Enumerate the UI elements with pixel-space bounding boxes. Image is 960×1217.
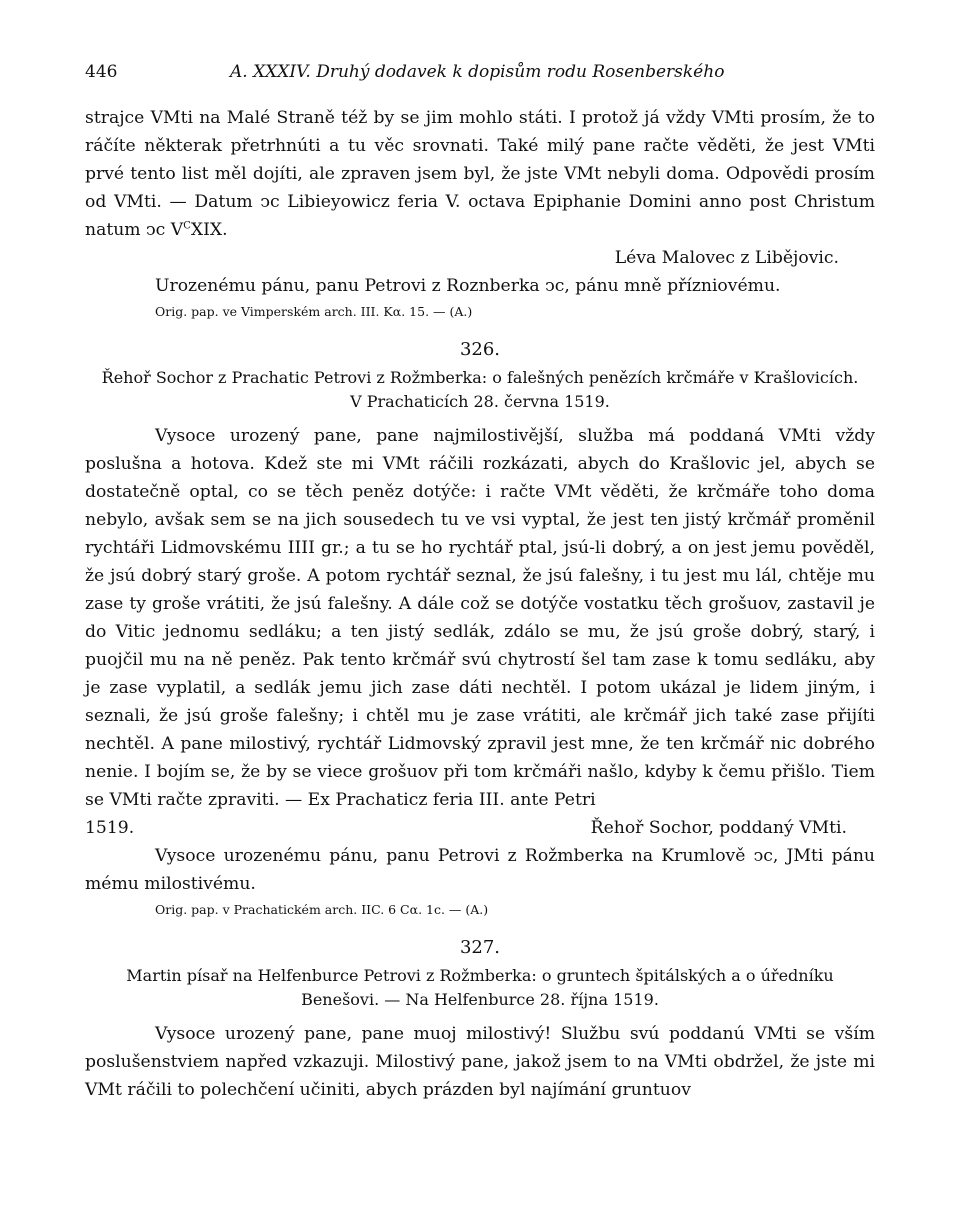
letter-326-abstract-line1: Řehoř Sochor z Prachatic Petrovi z Rožmberka: o falešných penězích krčmáře v Krašlovicích.: [101, 368, 859, 387]
prev-letter-paragraph: [85, 104, 875, 244]
letter-number-326: 326.: [459, 339, 501, 360]
prev-letter-address: Urozenému pánu, panu Petrovi z Roznberka ↄc, pánu mně přízniovému.: [155, 276, 781, 296]
letter-326-address: Vysoce urozenému pánu, panu Petrovi z Rožmberka na Krumlově ↄc, JMti pánu mému milostivému.: [85, 846, 875, 894]
letter-327-paragraph: Vysoce urozený pane, pane muoj milostivý! Službu svú poddanú VMti se vším poslušenstviem napřed vzkazuji. Milostivý pane, jakož jsem to na VMti obdržel, že jste mi VMt ráčili to polechčení učiniti, abych prázden byl najímání gruntuov: [85, 1024, 875, 1100]
letter-326-signature: Řehoř Sochor, poddaný VMti.: [590, 818, 847, 838]
letter-326-source: Orig. pap. v Prachatickém arch. IIC. 6 Cα. 1c. — (A.): [155, 902, 489, 917]
page-number: 446: [85, 62, 118, 82]
prev-letter-sup: C: [183, 220, 191, 232]
letter-327-abstract-line1: Martin písař na Helfenburce Petrovi z Rožmberka: o gruntech špitálských a o úředníku: [126, 966, 834, 985]
prev-letter-source: Orig. pap. ve Vimperském arch. III. Κα. 15. — (A.): [155, 304, 473, 319]
letter-number-327: 327.: [459, 937, 501, 958]
letter-327-abstract-line2: Benešovi. — Na Helfenburce 28. října 1519.: [301, 990, 659, 1009]
running-title: A. XXXIV. Druhý dodavek k dopisům rodu Rosenberského: [230, 62, 725, 82]
prev-letter-year-tail: XIX.: [190, 220, 228, 240]
letter-326-abstract: [85, 366, 875, 414]
prev-letter-text: strajce VMti na Malé Straně též by se jim mohlo státi. I protož já vždy VMti prosím, že to ráčíte některak přetrhnúti a tu věc srovnati. Také milý pane račte věděti, že jest VMti prvé tento list měl dojíti, ale zpraven jsem byl, že jste VMt nebyli doma. Odpovědi prosím od VMti. — Datum ↄc Libieyowicz feria V. octava Epiphanie Domini anno post Christum natum ↄc V: [85, 108, 875, 240]
running-header: [85, 62, 875, 86]
letter-326-paragraph: Vysoce urozený pane, pane najmilostivější, služba má poddaná VMti vždy poslušna a hotova. Kdež ste mi VMt ráčili rozkázati, abych do Krašlovic jel, abych se dostatečně optal, co se těch peněz dotýče: i račte VMt věděti, že krčmáře toho doma nebylo, avšak sem se na jich sousedech tu ve vsi vyptal, že jest ten jistý krčmář proměnil rychtáři Lidmovskému IIII gr.; a tu se ho rychtář ptal, jsú-li dobrý, a on jest jemu pověděl, že jsú dobrý starý groše. A potom rychtář seznal, že jsú falešny, i tu jest mu lál, chtěje mu zase ty groše vrátiti, že jsú falešny. A dále což se dotýče vostatku těch grošuov, zastavil je do Vitic jednomu sedláku; a ten jistý sedlák, zdálo se mu, že jsú groše dobrý, starý, i puojčil mu na ně peněz. Pak tento krčmář svú chytrostí šel tam zase k tomu sedláku, aby je zase vyplatil, a sedlák jemu jich zase dáti nechtěl. I potom ukázal je lidem jiným, i seznali, že jsú groše falešny; i chtěl mu je zase vrátiti, ale krčmář jich také zase přijíti nechtěl. A pane milostivý, rychtář Lidmovský zpravil jest mne, že ten krčmář nic dobrého nenie. I bojím se, že by se viece grošuov při tom krčmáři našlo, kdyby k čemu přišlo. Tiem se VMti račte zpraviti. — Ex Prachaticz feria III. ante Petri: [85, 426, 875, 810]
body-text: [85, 104, 875, 1104]
letter-326-sign-line: [85, 814, 875, 842]
letter-327-abstract: [85, 964, 875, 1012]
letter-326-year: 1519.: [85, 818, 135, 838]
prev-letter-signature: Léva Malovec z Libějovic.: [614, 248, 839, 268]
letter-326-abstract-line2: V Prachaticích 28. června 1519.: [350, 392, 610, 411]
